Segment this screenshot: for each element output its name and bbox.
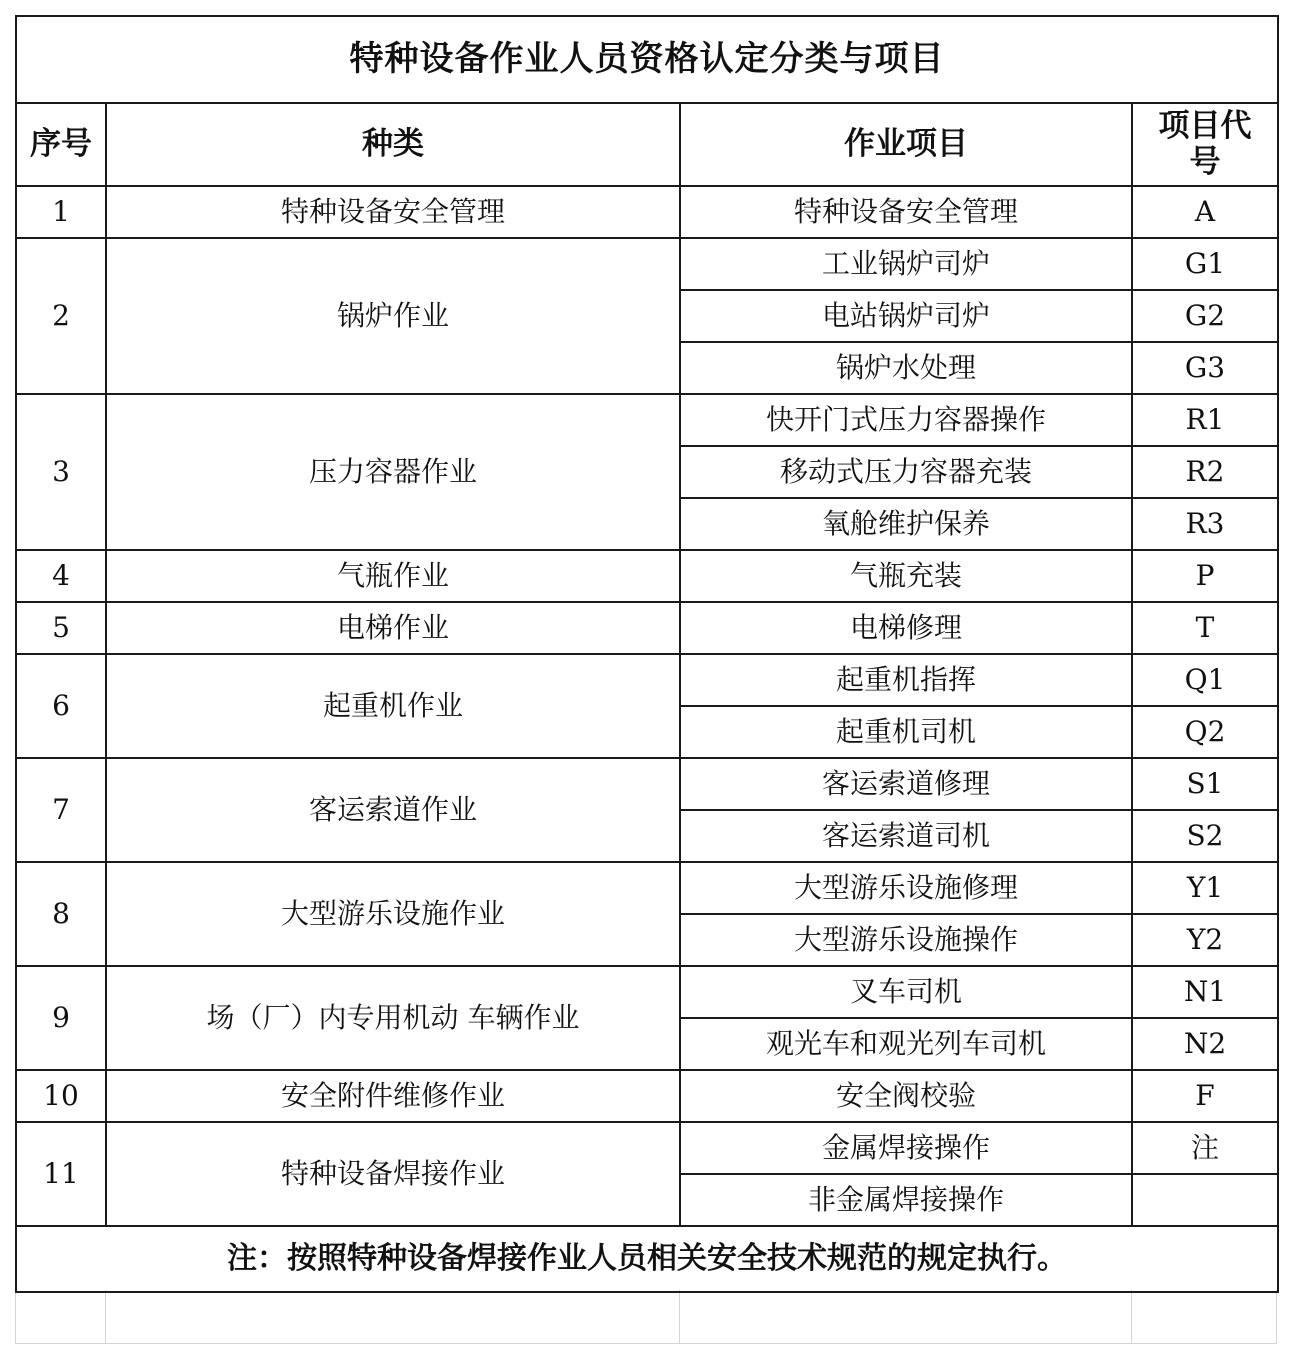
code-cell: Q2 — [1132, 706, 1278, 758]
category-cell: 安全附件维修作业 — [106, 1070, 680, 1122]
row-number: 10 — [16, 1070, 106, 1122]
category-cell: 气瓶作业 — [106, 550, 680, 602]
row-number: 9 — [16, 966, 106, 1070]
header-no: 序号 — [16, 103, 106, 186]
code-cell — [1132, 1174, 1278, 1226]
category-cell: 场（厂）内专用机动 车辆作业 — [106, 966, 680, 1070]
code-cell: S2 — [1132, 810, 1278, 862]
table-row — [16, 1122, 1278, 1174]
item-cell: 工业锅炉司炉 — [680, 238, 1132, 290]
header-row — [16, 103, 1278, 186]
table-row — [16, 966, 1278, 1018]
qualification-table — [15, 15, 1279, 1293]
table-row — [16, 186, 1278, 238]
category-cell: 客运索道作业 — [106, 758, 680, 862]
row-number: 8 — [16, 862, 106, 966]
item-cell: 客运索道司机 — [680, 810, 1132, 862]
item-cell: 锅炉水处理 — [680, 342, 1132, 394]
table-row — [16, 654, 1278, 706]
table-row — [16, 394, 1278, 446]
table-title: 特种设备作业人员资格认定分类与项目 — [16, 16, 1278, 103]
item-cell: 叉车司机 — [680, 966, 1132, 1018]
code-cell: F — [1132, 1070, 1278, 1122]
item-cell: 电站锅炉司炉 — [680, 290, 1132, 342]
category-cell: 起重机作业 — [106, 654, 680, 758]
code-cell: Y1 — [1132, 862, 1278, 914]
category-cell: 特种设备安全管理 — [106, 186, 680, 238]
code-cell: T — [1132, 602, 1278, 654]
item-cell: 起重机司机 — [680, 706, 1132, 758]
code-cell: R3 — [1132, 498, 1278, 550]
item-cell: 客运索道修理 — [680, 758, 1132, 810]
table-row — [16, 602, 1278, 654]
note-row — [16, 1226, 1278, 1292]
code-cell: Y2 — [1132, 914, 1278, 966]
category-cell: 大型游乐设施作业 — [106, 862, 680, 966]
code-cell: R1 — [1132, 394, 1278, 446]
item-cell: 金属焊接操作 — [680, 1122, 1132, 1174]
code-cell: R2 — [1132, 446, 1278, 498]
category-cell: 特种设备焊接作业 — [106, 1122, 680, 1226]
category-cell: 锅炉作业 — [106, 238, 680, 394]
item-cell: 观光车和观光列车司机 — [680, 1018, 1132, 1070]
category-cell: 压力容器作业 — [106, 394, 680, 550]
sheet-grid-bottom — [15, 1343, 1277, 1344]
item-cell: 快开门式压力容器操作 — [680, 394, 1132, 446]
item-cell: 安全阀校验 — [680, 1070, 1132, 1122]
item-cell: 移动式压力容器充装 — [680, 446, 1132, 498]
row-number: 3 — [16, 394, 106, 550]
item-cell: 特种设备安全管理 — [680, 186, 1132, 238]
table-row — [16, 1070, 1278, 1122]
code-cell: G3 — [1132, 342, 1278, 394]
code-cell: Q1 — [1132, 654, 1278, 706]
item-cell: 起重机指挥 — [680, 654, 1132, 706]
code-cell: S1 — [1132, 758, 1278, 810]
row-number: 1 — [16, 186, 106, 238]
item-cell: 氧舱维护保养 — [680, 498, 1132, 550]
table-row — [16, 862, 1278, 914]
item-cell: 气瓶充装 — [680, 550, 1132, 602]
row-number: 7 — [16, 758, 106, 862]
header-code: 项目代号 — [1132, 103, 1278, 186]
header-category: 种类 — [106, 103, 680, 186]
code-cell: 注 — [1132, 1122, 1278, 1174]
sheet-grid-col-1 — [15, 1290, 16, 1344]
code-cell: A — [1132, 186, 1278, 238]
title-row — [16, 16, 1278, 103]
item-cell: 大型游乐设施修理 — [680, 862, 1132, 914]
table-row — [16, 550, 1278, 602]
item-cell: 电梯修理 — [680, 602, 1132, 654]
row-number: 4 — [16, 550, 106, 602]
row-number: 6 — [16, 654, 106, 758]
table-note: 注：按照特种设备焊接作业人员相关安全技术规范的规定执行。 — [16, 1226, 1278, 1292]
row-number: 5 — [16, 602, 106, 654]
item-cell: 非金属焊接操作 — [680, 1174, 1132, 1226]
category-cell: 电梯作业 — [106, 602, 680, 654]
table-row — [16, 238, 1278, 290]
row-number: 11 — [16, 1122, 106, 1226]
table-row — [16, 758, 1278, 810]
sheet-grid-col-4 — [1131, 1290, 1132, 1344]
row-number: 2 — [16, 238, 106, 394]
item-cell: 大型游乐设施操作 — [680, 914, 1132, 966]
code-cell: G1 — [1132, 238, 1278, 290]
code-cell: N2 — [1132, 1018, 1278, 1070]
code-cell: G2 — [1132, 290, 1278, 342]
sheet-grid-col-2 — [105, 1290, 106, 1344]
code-cell: N1 — [1132, 966, 1278, 1018]
sheet-grid-col-3 — [679, 1290, 680, 1344]
code-cell: P — [1132, 550, 1278, 602]
sheet-grid-col-5 — [1276, 1290, 1277, 1344]
header-item: 作业项目 — [680, 103, 1132, 186]
